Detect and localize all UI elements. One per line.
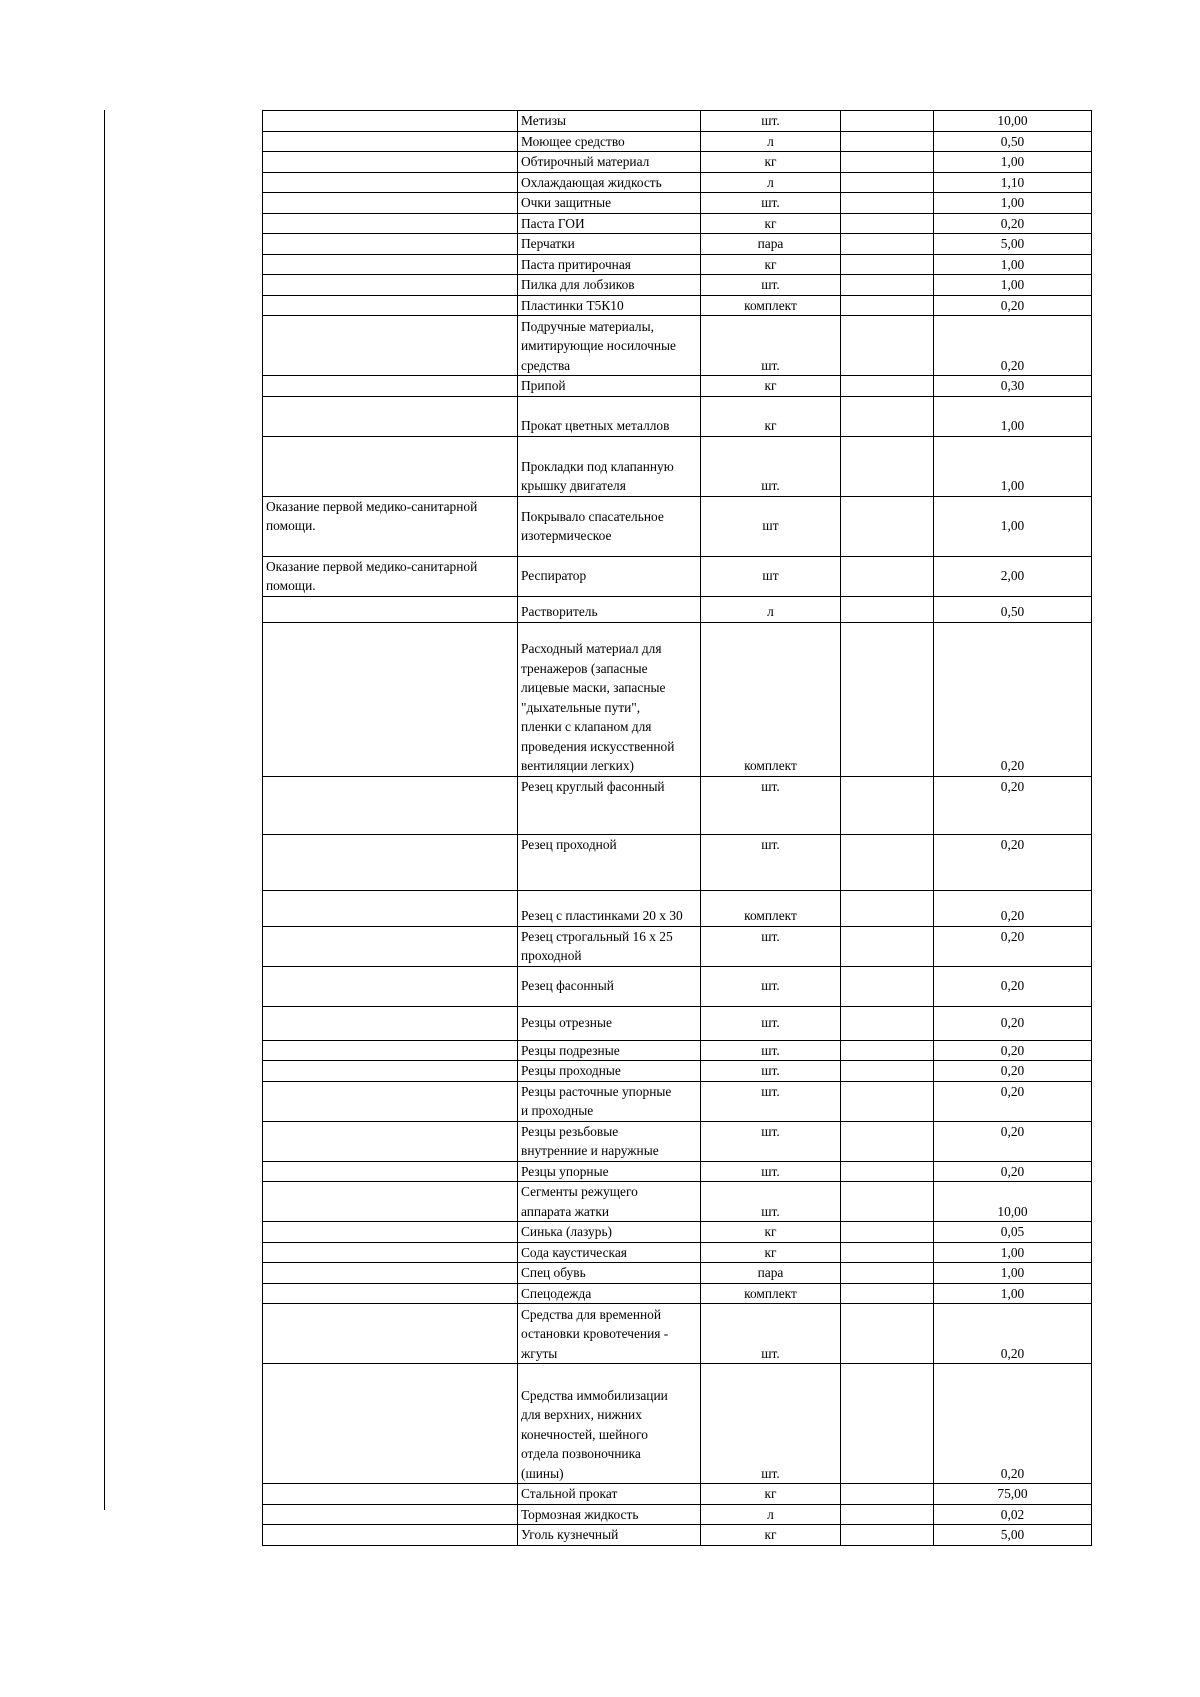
- unit-cell: шт.: [701, 1161, 841, 1182]
- quantity-cell: 1,00: [934, 193, 1092, 214]
- section-cell: [263, 1484, 518, 1505]
- item-name-cell: Паста притирочная: [518, 254, 701, 275]
- item-name-cell: Очки защитные: [518, 193, 701, 214]
- section-cell: [263, 1364, 518, 1484]
- empty-cell: [841, 152, 934, 173]
- unit-cell: кг: [701, 1222, 841, 1243]
- item-name-cell: Респиратор: [518, 556, 701, 596]
- table-row: [263, 193, 1092, 214]
- table-row: [263, 1182, 1092, 1222]
- table-row: [263, 1040, 1092, 1061]
- item-name-cell: Резец круглый фасонный: [518, 776, 701, 834]
- table-row: [263, 596, 1092, 622]
- unit-cell: кг: [701, 1525, 841, 1546]
- table-row: [263, 890, 1092, 926]
- empty-cell: [841, 1283, 934, 1304]
- section-cell: [263, 1040, 518, 1061]
- unit-cell: комплект: [701, 622, 841, 776]
- table-row: [263, 111, 1092, 132]
- unit-cell: шт.: [701, 1061, 841, 1082]
- item-name-cell: Спецодежда: [518, 1283, 701, 1304]
- section-cell: [263, 1121, 518, 1161]
- empty-cell: [841, 1242, 934, 1263]
- section-cell: [263, 834, 518, 890]
- table-row: [263, 172, 1092, 193]
- table-row: [263, 1061, 1092, 1082]
- section-cell: [263, 1304, 518, 1364]
- empty-cell: [841, 1222, 934, 1243]
- empty-cell: [841, 966, 934, 1006]
- left-margin-line: [104, 110, 105, 1510]
- unit-cell: шт.: [701, 275, 841, 296]
- table-row: [263, 1222, 1092, 1243]
- table-row: [263, 1283, 1092, 1304]
- quantity-cell: 1,00: [934, 1242, 1092, 1263]
- table-row: [263, 1263, 1092, 1284]
- section-cell: [263, 966, 518, 1006]
- quantity-cell: 0,20: [934, 622, 1092, 776]
- unit-cell: пара: [701, 1263, 841, 1284]
- quantity-cell: 1,00: [934, 496, 1092, 556]
- quantity-cell: 0,20: [934, 776, 1092, 834]
- quantity-cell: 1,00: [934, 1283, 1092, 1304]
- item-name-cell: Метизы: [518, 111, 701, 132]
- unit-cell: л: [701, 596, 841, 622]
- quantity-cell: 0,20: [934, 834, 1092, 890]
- section-cell: [263, 275, 518, 296]
- empty-cell: [841, 834, 934, 890]
- empty-cell: [841, 890, 934, 926]
- unit-cell: шт.: [701, 1121, 841, 1161]
- quantity-cell: 0,20: [934, 1081, 1092, 1121]
- materials-table-body: [263, 111, 1092, 1546]
- unit-cell: шт.: [701, 1040, 841, 1061]
- section-cell: [263, 776, 518, 834]
- quantity-cell: 1,10: [934, 172, 1092, 193]
- quantity-cell: 0,20: [934, 966, 1092, 1006]
- section-cell: [263, 295, 518, 316]
- empty-cell: [841, 376, 934, 397]
- item-name-cell: Резец строгальный 16 х 25 проходной: [518, 926, 701, 966]
- item-name-cell: Стальной прокат: [518, 1484, 701, 1505]
- unit-cell: шт: [701, 556, 841, 596]
- table-row: [263, 556, 1092, 596]
- item-name-cell: Сода каустическая: [518, 1242, 701, 1263]
- empty-cell: [841, 1006, 934, 1040]
- table-row: [263, 1525, 1092, 1546]
- empty-cell: [841, 275, 934, 296]
- empty-cell: [841, 295, 934, 316]
- empty-cell: [841, 213, 934, 234]
- empty-cell: [841, 234, 934, 255]
- section-cell: [263, 234, 518, 255]
- empty-cell: [841, 1263, 934, 1284]
- section-cell: [263, 376, 518, 397]
- quantity-cell: 0,20: [934, 316, 1092, 376]
- unit-cell: шт.: [701, 316, 841, 376]
- item-name-cell: Перчатки: [518, 234, 701, 255]
- empty-cell: [841, 172, 934, 193]
- materials-table: [262, 110, 1092, 1546]
- section-cell: [263, 622, 518, 776]
- table-row: [263, 1242, 1092, 1263]
- table-row: [263, 1504, 1092, 1525]
- unit-cell: шт.: [701, 436, 841, 496]
- table-row: [263, 376, 1092, 397]
- table-row: [263, 152, 1092, 173]
- empty-cell: [841, 1161, 934, 1182]
- item-name-cell: Резец фасонный: [518, 966, 701, 1006]
- quantity-cell: 1,00: [934, 396, 1092, 436]
- quantity-cell: 0,20: [934, 1121, 1092, 1161]
- section-cell: Оказание первой медико-санитарной помощи.: [263, 496, 518, 556]
- empty-cell: [841, 131, 934, 152]
- table-row: [263, 396, 1092, 436]
- quantity-cell: 0,20: [934, 1364, 1092, 1484]
- table-row: [263, 966, 1092, 1006]
- item-name-cell: Обтирочный материал: [518, 152, 701, 173]
- table-row: [263, 1161, 1092, 1182]
- table-row: [263, 254, 1092, 275]
- item-name-cell: Резцы отрезные: [518, 1006, 701, 1040]
- item-name-cell: Охлаждающая жидкость: [518, 172, 701, 193]
- empty-cell: [841, 1504, 934, 1525]
- unit-cell: шт.: [701, 1006, 841, 1040]
- table-row: [263, 1121, 1092, 1161]
- table-row: [263, 1364, 1092, 1484]
- quantity-cell: 0,50: [934, 596, 1092, 622]
- unit-cell: пара: [701, 234, 841, 255]
- section-cell: [263, 1283, 518, 1304]
- quantity-cell: 0,02: [934, 1504, 1092, 1525]
- unit-cell: кг: [701, 213, 841, 234]
- table-row: [263, 295, 1092, 316]
- section-cell: [263, 1006, 518, 1040]
- unit-cell: шт: [701, 496, 841, 556]
- section-cell: [263, 1525, 518, 1546]
- unit-cell: шт.: [701, 193, 841, 214]
- unit-cell: кг: [701, 1484, 841, 1505]
- table-row: [263, 234, 1092, 255]
- empty-cell: [841, 596, 934, 622]
- unit-cell: шт.: [701, 776, 841, 834]
- section-cell: [263, 254, 518, 275]
- quantity-cell: 75,00: [934, 1484, 1092, 1505]
- item-name-cell: Прокат цветных металлов: [518, 396, 701, 436]
- section-cell: [263, 316, 518, 376]
- empty-cell: [841, 316, 934, 376]
- empty-cell: [841, 1304, 934, 1364]
- empty-cell: [841, 496, 934, 556]
- quantity-cell: 0,20: [934, 295, 1092, 316]
- table-row: [263, 622, 1092, 776]
- empty-cell: [841, 1525, 934, 1546]
- empty-cell: [841, 193, 934, 214]
- item-name-cell: Резцы упорные: [518, 1161, 701, 1182]
- item-name-cell: Резцы расточные упорные и проходные: [518, 1081, 701, 1121]
- section-cell: [263, 1061, 518, 1082]
- empty-cell: [841, 622, 934, 776]
- section-cell: [263, 436, 518, 496]
- empty-cell: [841, 396, 934, 436]
- item-name-cell: Покрывало спасательное изотермическое: [518, 496, 701, 556]
- unit-cell: комплект: [701, 1283, 841, 1304]
- table-row: [263, 926, 1092, 966]
- quantity-cell: 1,00: [934, 254, 1092, 275]
- section-cell: [263, 1222, 518, 1243]
- item-name-cell: Спец обувь: [518, 1263, 701, 1284]
- quantity-cell: 5,00: [934, 234, 1092, 255]
- empty-cell: [841, 556, 934, 596]
- table-row: [263, 213, 1092, 234]
- unit-cell: шт.: [701, 1182, 841, 1222]
- empty-cell: [841, 1121, 934, 1161]
- section-cell: [263, 396, 518, 436]
- table-row: [263, 776, 1092, 834]
- quantity-cell: 1,00: [934, 1263, 1092, 1284]
- empty-cell: [841, 776, 934, 834]
- unit-cell: шт.: [701, 834, 841, 890]
- unit-cell: шт.: [701, 926, 841, 966]
- table-row: [263, 436, 1092, 496]
- item-name-cell: Синька (лазурь): [518, 1222, 701, 1243]
- item-name-cell: Резцы резьбовые внутренние и наружные: [518, 1121, 701, 1161]
- empty-cell: [841, 926, 934, 966]
- item-name-cell: Расходный материал для тренажеров (запасные лицевые маски, запасные "дыхательные пути", пленки с клапаном для проведения искусственной вентиляции легких): [518, 622, 701, 776]
- empty-cell: [841, 436, 934, 496]
- item-name-cell: Средства иммобилизации для верхних, нижних конечностей, шейного отдела позвоночника (шины): [518, 1364, 701, 1484]
- quantity-cell: 0,20: [934, 926, 1092, 966]
- quantity-cell: 0,05: [934, 1222, 1092, 1243]
- item-name-cell: Резцы подрезные: [518, 1040, 701, 1061]
- section-cell: [263, 1263, 518, 1284]
- unit-cell: шт.: [701, 1081, 841, 1121]
- unit-cell: шт.: [701, 1304, 841, 1364]
- section-cell: [263, 111, 518, 132]
- unit-cell: кг: [701, 1242, 841, 1263]
- item-name-cell: Подручные материалы, имитирующие носилочные средства: [518, 316, 701, 376]
- quantity-cell: 0,20: [934, 1304, 1092, 1364]
- empty-cell: [841, 1061, 934, 1082]
- unit-cell: шт.: [701, 1364, 841, 1484]
- unit-cell: шт.: [701, 966, 841, 1006]
- item-name-cell: Припой: [518, 376, 701, 397]
- table-row: [263, 275, 1092, 296]
- item-name-cell: Растворитель: [518, 596, 701, 622]
- quantity-cell: 1,00: [934, 275, 1092, 296]
- quantity-cell: 5,00: [934, 1525, 1092, 1546]
- table-row: [263, 1304, 1092, 1364]
- table-row: [263, 1006, 1092, 1040]
- quantity-cell: 0,50: [934, 131, 1092, 152]
- item-name-cell: Моющее средство: [518, 131, 701, 152]
- quantity-cell: 0,20: [934, 1161, 1092, 1182]
- empty-cell: [841, 111, 934, 132]
- item-name-cell: Паста ГОИ: [518, 213, 701, 234]
- section-cell: [263, 152, 518, 173]
- item-name-cell: Средства для временной остановки кровотечения - жгуты: [518, 1304, 701, 1364]
- unit-cell: л: [701, 131, 841, 152]
- table-row: [263, 316, 1092, 376]
- section-cell: [263, 1242, 518, 1263]
- section-cell: [263, 1081, 518, 1121]
- unit-cell: кг: [701, 376, 841, 397]
- section-cell: [263, 131, 518, 152]
- table-row: [263, 834, 1092, 890]
- empty-cell: [841, 1081, 934, 1121]
- table-row: [263, 131, 1092, 152]
- table-row: [263, 1484, 1092, 1505]
- item-name-cell: Пластинки Т5К10: [518, 295, 701, 316]
- empty-cell: [841, 1182, 934, 1222]
- section-cell: [263, 596, 518, 622]
- quantity-cell: 1,00: [934, 436, 1092, 496]
- section-cell: [263, 1504, 518, 1525]
- empty-cell: [841, 1484, 934, 1505]
- quantity-cell: 0,30: [934, 376, 1092, 397]
- item-name-cell: Прокладки под клапанную крышку двигателя: [518, 436, 701, 496]
- unit-cell: кг: [701, 396, 841, 436]
- item-name-cell: Сегменты режущего аппарата жатки: [518, 1182, 701, 1222]
- empty-cell: [841, 1040, 934, 1061]
- item-name-cell: Резец проходной: [518, 834, 701, 890]
- quantity-cell: 1,00: [934, 152, 1092, 173]
- quantity-cell: 10,00: [934, 1182, 1092, 1222]
- quantity-cell: 0,20: [934, 1006, 1092, 1040]
- section-cell: [263, 1182, 518, 1222]
- table-row: [263, 496, 1092, 556]
- item-name-cell: Уголь кузнечный: [518, 1525, 701, 1546]
- item-name-cell: Пилка для лобзиков: [518, 275, 701, 296]
- quantity-cell: 0,20: [934, 890, 1092, 926]
- item-name-cell: Резцы проходные: [518, 1061, 701, 1082]
- unit-cell: комплект: [701, 890, 841, 926]
- section-cell: Оказание первой медико-санитарной помощи.: [263, 556, 518, 596]
- empty-cell: [841, 1364, 934, 1484]
- quantity-cell: 2,00: [934, 556, 1092, 596]
- section-cell: [263, 213, 518, 234]
- item-name-cell: Тормозная жидкость: [518, 1504, 701, 1525]
- section-cell: [263, 172, 518, 193]
- unit-cell: кг: [701, 152, 841, 173]
- unit-cell: комплект: [701, 295, 841, 316]
- empty-cell: [841, 254, 934, 275]
- quantity-cell: 0,20: [934, 1040, 1092, 1061]
- unit-cell: л: [701, 172, 841, 193]
- section-cell: [263, 890, 518, 926]
- item-name-cell: Резец с пластинками 20 х 30: [518, 890, 701, 926]
- unit-cell: л: [701, 1504, 841, 1525]
- unit-cell: кг: [701, 254, 841, 275]
- unit-cell: шт.: [701, 111, 841, 132]
- quantity-cell: 0,20: [934, 213, 1092, 234]
- quantity-cell: 0,20: [934, 1061, 1092, 1082]
- quantity-cell: 10,00: [934, 111, 1092, 132]
- table-row: [263, 1081, 1092, 1121]
- section-cell: [263, 193, 518, 214]
- section-cell: [263, 1161, 518, 1182]
- section-cell: [263, 926, 518, 966]
